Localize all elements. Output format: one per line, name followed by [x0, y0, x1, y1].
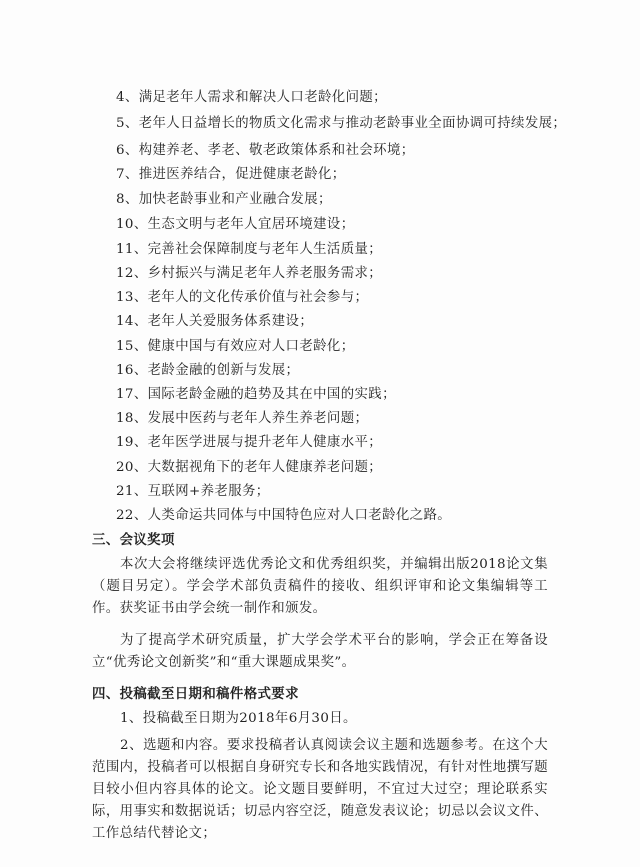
submission-topic-requirements: 2、选题和内容。要求投稿者认真阅读会议主题和选题参考。在这个大范围内，投稿者可以根据自身研究专长和各地实践情况，有针对性地撰写题目较小但内容具体的论文。论文题目要鲜明，不宜过大过空；理论联系实际，用事实和数据说话；切忌内容空泛，随意发表议论；切忌以会议文件、工作总结代替论文；	[92, 738, 548, 841]
awards-paragraph: 本次大会将继续评选优秀论文和优秀组织奖，并编辑出版2018论文集（题目另定）。学会学术部负责稿件的接收、组织评审和论文集编辑等工作。获奖证书由学会统一制作和颁发。	[92, 557, 548, 616]
topic-item: 5、老年人日益增长的物质文化需求与推动老龄事业全面协调可持续发展；	[116, 116, 567, 131]
topic-item: 15、健康中国与有效应对人口老龄化；	[116, 339, 355, 354]
topic-item: 20、大数据视角下的老年人健康养老问题；	[116, 460, 383, 475]
topic-item: 18、发展中医药与老年人养生养老问题；	[116, 411, 369, 426]
section-heading-awards: 三、会议奖项	[92, 532, 175, 548]
topic-item: 11、完善社会保障制度与老年人生活质量；	[116, 242, 383, 257]
topic-item: 6、构建养老、孝老、敬老政策体系和社会环境；	[116, 143, 415, 158]
topic-item: 19、老年医学进展与提升老年人健康水平；	[116, 435, 383, 450]
topic-item: 21、互联网+养老服务；	[116, 484, 270, 499]
topic-item: 14、老年人关爱服务体系建设；	[116, 314, 314, 329]
topic-item: 17、国际老龄金融的趋势及其在中国的实践；	[116, 387, 396, 402]
topic-item: 13、老年人的文化传承价值与社会参与；	[116, 290, 369, 305]
topic-item: 7、推进医养结合，促进健康老龄化；	[116, 167, 346, 182]
topic-item: 12、乡村振兴与满足老年人养老服务需求；	[116, 266, 383, 281]
topic-item: 8、加快老龄事业和产业融合发展；	[116, 192, 332, 207]
topic-item: 16、老龄金融的创新与发展；	[116, 363, 300, 378]
topic-item: 22、人类命运共同体与中国特色应对人口老龄化之路。	[116, 508, 452, 523]
section-heading-submission: 四、投稿截至日期和稿件格式要求	[92, 686, 299, 702]
topic-item: 4、满足老年人需求和解决人口老龄化问题；	[116, 90, 387, 105]
topic-item: 10、生态文明与老年人宜居环境建设；	[116, 217, 355, 232]
submission-deadline: 1、投稿截至日期为2018年6月30日。	[120, 711, 357, 726]
awards-paragraph: 为了提高学术研究质量，扩大学会学术平台的影响，学会正在筹备设立“优秀论文创新奖”和“重大课题成果奖”。	[92, 633, 548, 670]
